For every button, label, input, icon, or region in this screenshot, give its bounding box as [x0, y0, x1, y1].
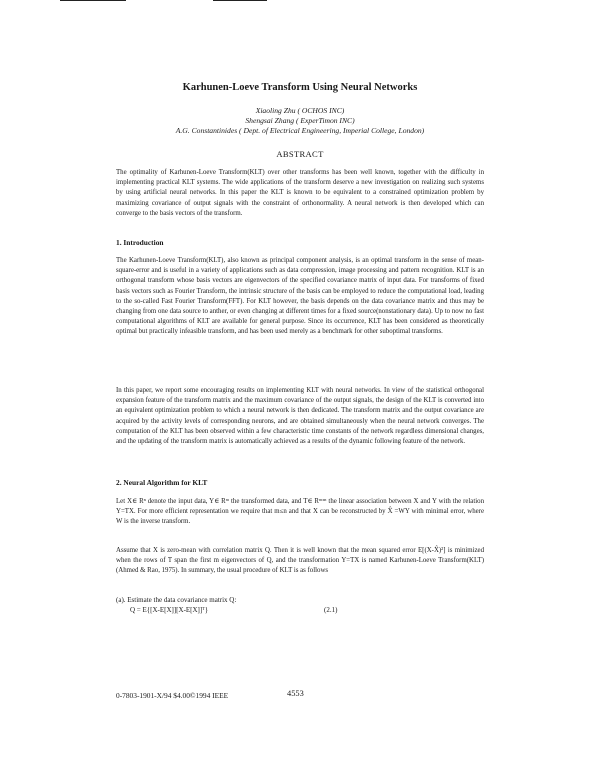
section-1-paragraph-2: In this paper, we report some encouraging results on implementing KLT with neural networks. In view of the statistical orthogonal expansion feature of the transform matrix and the maximum covariance of the output signals, the design of the KLT is converted into an equivalent optimization problem to which a neural network is then dedicated. The transform matrix and the output covariance are acquired by the activity levels of corresponding neurons, and are obtained simultaneously when the neural network converges. The computation of the KLT has been observed within a few characteristic time constants of the network regardless dimensional changes, and the updating of the transform matrix is automatically achieved as a results of the dynamic following feature of the network. — [116, 387, 484, 446]
author-3: A.G. Constantinides ( Dept. of Electrical Engineering, Imperial College, London) — [175, 126, 425, 135]
author-1: Xiaoling Zhu ( OCHOS INC) — [255, 106, 345, 115]
author-2: Shengsai Zhang ( ExperTimon INC) — [245, 116, 355, 125]
section-1-heading: 1. Introduction — [116, 238, 164, 247]
top-rule-left — [60, 0, 126, 1]
section-2-paragraph-1: Let X∈ Rⁿ denote the input data, Y∈ Rᵐ the transformed data, and T∈ Rᵐˣⁿ the linear association between X and Y with the relation Y=TX. For more efficient representation we require that m≤n and that X can be reconstructed by X̂ =WY with minimal error, where W is the inverse transform. — [116, 498, 484, 526]
paper-title: Karhunen-Loeve Transform Using Neural Networks — [182, 82, 418, 93]
equation-2-1: Q = E{[X-E[X]][X-E[X]]ᵀ} — [130, 606, 209, 614]
section-1-paragraph-1: The Karhunen-Loeve Transform(KLT), also known as principal component analysis, is an optimal transform in the sense of mean-square-error and is useful in a variety of applications such as data compression, image processing and pattern recognition. KLT is an orthogonal transform whose basis vectors are eigenvectors of the specified covariance matrix of input data. For transforms of fixed basis vectors such as Fourier Transform, the intrinsic structure of the basis can be employed to reduce the computational load, leading to the so-called Fast Fourier Transform(FFT). For KLT however, the basis depends on the data covariance matrix and thus may be changing from one data source to anther, or even changing at different times for a fixed source(nonstationary data). Up to now no fast computational algorithms of KLT are available for general purpose. Since its occurrence, KLT has been considered as theoretically optimal but practically infeasible transform, and has been used merely as a benchmark for other suboptimal transforms. — [116, 257, 484, 336]
copyright-line: 0-7803-1901-X/94 $4.00©1994 IEEE — [116, 691, 229, 700]
section-2-heading: 2. Neural Algorithm for KLT — [116, 478, 208, 487]
page-number: 4553 — [287, 689, 304, 698]
abstract-text: The optimality of Karhunen-Loeve Transform(KLT) over other transforms has been well known, together with the difficulty in implementing practical KLT systems. The wide applications of the transform deserve a new investigation on realizing such systems by using artificial neural networks. In this paper the KLT is known to be equivalent to a constrained optimization problem by maximizing covariance of output signals with the constraint of orthonormality. A neural network is then developed which can converge to the basis vectors of the transform. — [116, 169, 484, 217]
step-a-text: (a). Estimate the data covariance matrix Q: — [116, 596, 237, 604]
top-rule-right — [213, 0, 267, 1]
abstract-heading: ABSTRACT — [276, 149, 324, 159]
section-2-paragraph-2: Assume that X is zero-mean with correlation matrix Q. Then it is well known that the mean squared error E[(X-X̂)²] is minimized when the rows of T span the first m eigenvectors of Q, and the transformation Y=TX is named Karhunen-Loeve Transform(KLT)(Ahmed & Rao, 1975). In summary, the usual procedure of KLT is as follows — [116, 547, 484, 575]
equation-number: (2.1) — [324, 606, 338, 614]
